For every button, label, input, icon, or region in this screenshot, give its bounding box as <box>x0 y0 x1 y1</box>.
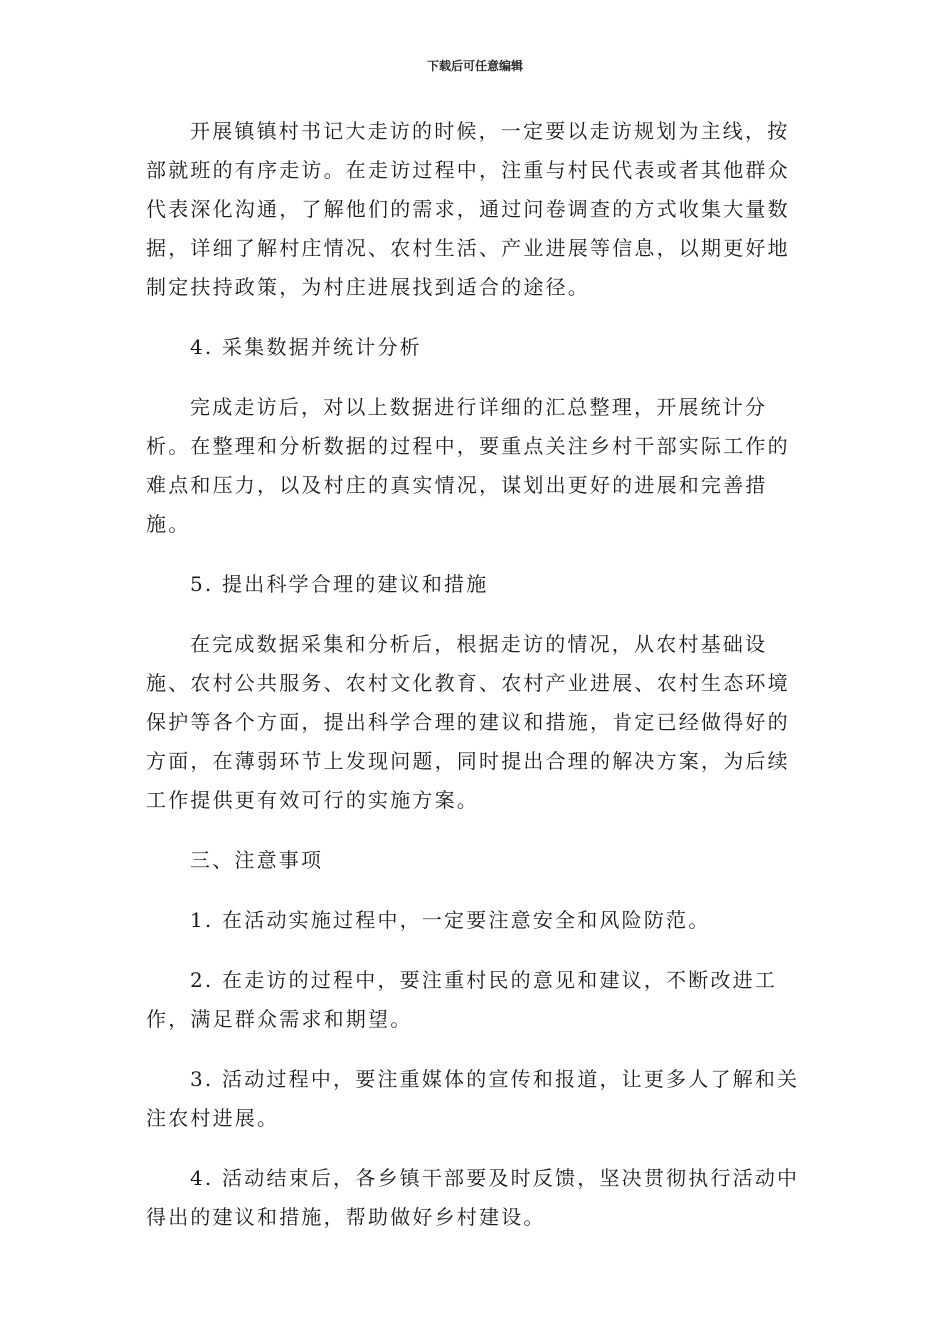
note-item-4: 4. 活动结束后，各乡镇干部要及时反馈，坚决贯彻执行活动中得出的建议和措施，帮助做好乡村建设。 <box>146 1166 800 1229</box>
section-heading-notes: 三、注意事项 <box>190 848 324 872</box>
section-heading-suggestions: 5. 提出科学合理的建议和措施 <box>190 572 489 596</box>
note-item-3: 3. 活动过程中，要注重媒体的宣传和报道，让更多人了解和关注农村进展。 <box>146 1067 800 1130</box>
note-item-2: 2. 在走访的过程中，要注重村民的意见和建议，不断改进工作，满足群众需求和期望。 <box>146 968 778 1031</box>
section-heading-collect-data: 4. 采集数据并统计分析 <box>190 335 422 359</box>
header-note: 下载后可任意编辑 <box>426 59 523 73</box>
paragraph-visit-plan: 开展镇镇村书记大走访的时候，一定要以走访规划为主线，按部就班的有序走访。在走访过程中，注重与村民代表或者其他群众代表深化沟通，了解他们的需求，通过问卷调查的方式收集大量数据，详细了解村庄情况、农村生活、产业进展等信息，以期更好地制定扶持政策，为村庄进展找到适合的途径。 <box>146 119 790 299</box>
paragraph-suggestions: 在完成数据采集和分析后，根据走访的情况，从农村基础设施、农村公共服务、农村文化教育、农村产业进展、农村生态环境保护等各个方面，提出科学合理的建议和措施，肯定已经做得好的方面，在薄弱环节上发现问题，同时提出合理的解决方案，为后续工作提供更有效可行的实施方案。 <box>146 632 790 812</box>
paragraph-statistics: 完成走访后，对以上数据进行详细的汇总整理，开展统计分析。在整理和分析数据的过程中，要重点关注乡村干部实际工作的难点和压力，以及村庄的真实情况，谋划出更好的进展和完善措施。 <box>146 395 790 536</box>
note-item-1: 1. 在活动实施过程中，一定要注意安全和风险防范。 <box>190 908 711 932</box>
document-body <box>146 112 811 1258</box>
